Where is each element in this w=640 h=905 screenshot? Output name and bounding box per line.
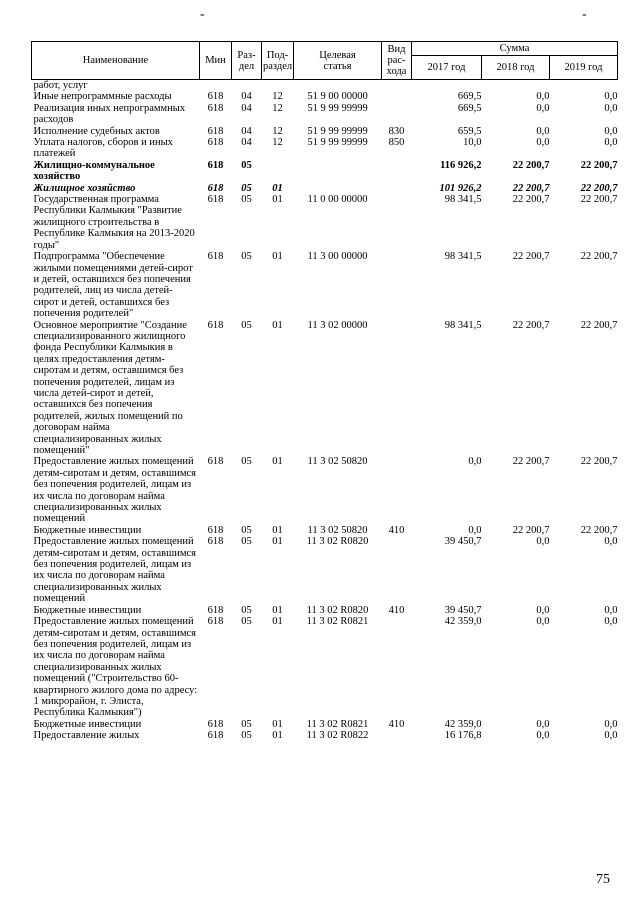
cell-y2018 xyxy=(482,80,550,92)
cell-statya: 51 9 99 99999 xyxy=(307,125,368,137)
cell-vid xyxy=(382,194,412,251)
cell-min: 618 xyxy=(207,604,224,616)
cell-min xyxy=(200,80,232,92)
cell-y2019: 0,0 xyxy=(604,125,618,137)
cell-statya: 11 3 02 R0821 xyxy=(306,718,369,730)
header-statya: Целевая статья xyxy=(294,42,382,80)
cell-podrazdel: 12 xyxy=(272,102,283,114)
cell-razdel: 05 xyxy=(241,536,252,548)
cell-name: Основное мероприятие "Создание специализированного жилищного фонда Республики Калмыкия в целях предоставления детям-сиротам и детям, оставшимся без попечения родителей, лицам из числа детей-сирот и детей, оставшихся без попечения родителей, жилых помещений по договорам найма специализированных жилых помещений" xyxy=(33,319,187,456)
cell-y2017: 116 926,2 xyxy=(440,159,482,171)
cell-name: работ, услуг xyxy=(33,80,88,91)
table-row xyxy=(32,251,618,319)
cell-vid: 850 xyxy=(388,137,405,149)
cell-statya: 11 3 02 R0822 xyxy=(306,730,369,742)
cell-vid xyxy=(382,91,412,102)
table-row xyxy=(32,183,618,194)
cell-name: Предоставление жилых помещений детям-сиротам и детям, оставшимся без попечения родителей, лицам из их числа по договорам найма специализированных жилых помещений ("Строительство 60-квартирного жилого дома по адресу: 1 микрорайон, г. Элиста, Республика Калмыкия") xyxy=(33,616,198,719)
cell-razdel: 05 xyxy=(241,319,252,331)
cell-statya: 11 3 02 50820 xyxy=(307,456,368,468)
cell-podrazdel: 12 xyxy=(272,137,283,149)
cell-min: 618 xyxy=(207,319,224,331)
cell-razdel: 05 xyxy=(241,524,252,536)
cell-vid xyxy=(382,536,412,604)
cell-y2017: 101 926,2 xyxy=(439,182,482,194)
cell-vid: 410 xyxy=(388,524,405,536)
table-row xyxy=(32,719,618,730)
header-min: Мин xyxy=(200,42,232,80)
top-dash-mark-right: - xyxy=(582,7,587,22)
table-row xyxy=(32,194,618,251)
cell-y2019: 0,0 xyxy=(604,91,618,103)
cell-y2019: 0,0 xyxy=(604,102,618,114)
cell-min: 618 xyxy=(207,536,224,548)
cell-y2017: 0,0 xyxy=(468,524,482,536)
cell-y2018: 22 200,7 xyxy=(512,319,550,331)
header-razdel: Раз- дел xyxy=(232,42,262,80)
cell-statya: 11 3 00 00000 xyxy=(307,251,368,263)
cell-y2018: 0,0 xyxy=(536,616,550,628)
cell-y2017: 42 359,0 xyxy=(444,616,482,628)
table-row xyxy=(32,80,618,92)
cell-statya xyxy=(294,183,382,194)
cell-statya: 11 3 02 00000 xyxy=(307,319,368,331)
cell-y2018: 0,0 xyxy=(536,536,550,548)
cell-statya: 51 9 00 00000 xyxy=(307,91,368,103)
header-year-2017: 2017 год xyxy=(412,56,482,80)
cell-name: Уплата налогов, сборов и иных платежей xyxy=(33,137,173,160)
cell-razdel: 04 xyxy=(241,125,252,137)
cell-min: 618 xyxy=(207,137,224,149)
cell-podrazdel xyxy=(262,80,294,92)
cell-min: 618 xyxy=(207,730,224,742)
cell-vid xyxy=(382,456,412,524)
cell-y2019: 22 200,7 xyxy=(580,251,618,263)
cell-razdel: 05 xyxy=(241,604,252,616)
cell-podrazdel: 01 xyxy=(272,718,283,730)
header-summa: Сумма xyxy=(412,42,618,56)
cell-razdel: 04 xyxy=(241,102,252,114)
cell-min: 618 xyxy=(207,91,224,103)
cell-razdel: 04 xyxy=(241,137,252,149)
header-podrazdel: Под- раздел xyxy=(262,42,294,80)
cell-razdel: 05 xyxy=(241,182,252,194)
cell-name: Жилищно-коммунальное хозяйство xyxy=(33,159,155,183)
cell-podrazdel: 12 xyxy=(272,125,283,137)
cell-y2018: 0,0 xyxy=(536,91,550,103)
cell-y2018: 22 200,7 xyxy=(512,159,550,171)
cell-podrazdel: 12 xyxy=(272,91,283,103)
cell-name: Бюджетные инвестиции xyxy=(33,524,142,536)
cell-statya: 51 9 99 99999 xyxy=(307,137,368,149)
cell-y2017: 16 176,8 xyxy=(444,730,482,742)
cell-y2018: 0,0 xyxy=(536,125,550,137)
cell-min: 618 xyxy=(207,251,224,263)
cell-podrazdel: 01 xyxy=(272,251,283,263)
cell-name: Предоставление жилых помещений детям-сиротам и детям, оставшимся без попечения родителей, лицам из их числа по договорам найма специализированных жилых помещений xyxy=(33,456,196,525)
header-vid: Вид рас- хода xyxy=(382,42,412,80)
cell-vid xyxy=(382,320,412,457)
cell-y2018: 22 200,7 xyxy=(512,456,550,468)
cell-min: 618 xyxy=(207,159,224,171)
cell-statya: 11 3 02 R0820 xyxy=(306,604,369,616)
cell-vid: 410 xyxy=(388,604,405,616)
cell-name: Предоставление жилых помещений детям-сиротам и детям, оставшимся без попечения родителей, лицам из их числа по договорам найма специализированных жилых помещений xyxy=(33,536,196,605)
cell-vid: 830 xyxy=(388,125,405,137)
cell-y2019: 22 200,7 xyxy=(580,524,618,536)
cell-name: Бюджетные инвестиции xyxy=(33,718,142,730)
cell-y2019: 0,0 xyxy=(604,616,618,628)
cell-razdel: 05 xyxy=(241,194,252,206)
cell-vid: 410 xyxy=(388,718,405,730)
cell-vid xyxy=(382,160,412,183)
cell-razdel: 05 xyxy=(241,718,252,730)
cell-y2017: 669,5 xyxy=(457,102,482,114)
table-row xyxy=(32,605,618,616)
cell-y2017 xyxy=(412,80,482,92)
cell-y2017: 98 341,5 xyxy=(444,194,482,206)
cell-podrazdel: 01 xyxy=(272,319,283,331)
cell-razdel: 05 xyxy=(241,251,252,263)
cell-y2018: 22 200,7 xyxy=(512,182,550,194)
cell-razdel: 04 xyxy=(241,91,252,103)
cell-podrazdel: 01 xyxy=(272,182,283,194)
cell-y2017: 669,5 xyxy=(457,91,482,103)
cell-name: Предоставление жилых xyxy=(33,730,140,742)
cell-y2017: 659,5 xyxy=(457,125,482,137)
cell-y2017: 98 341,5 xyxy=(444,251,482,263)
cell-razdel xyxy=(232,80,262,92)
cell-y2018: 0,0 xyxy=(536,604,550,616)
cell-name: Бюджетные инвестиции xyxy=(33,604,142,616)
table-header xyxy=(32,42,618,80)
cell-y2019: 0,0 xyxy=(604,536,618,548)
cell-name: Подпрограмма "Обеспечение жилыми помещениями детей-сирот и детей, оставшихся без попечения родителей, лиц из числа детей-сирот и детей, оставшихся без попечения родителей" xyxy=(33,251,193,320)
cell-name: Жилищное хозяйство xyxy=(33,182,136,194)
cell-statya: 11 3 02 R0820 xyxy=(306,536,369,548)
cell-min: 618 xyxy=(207,182,224,194)
table-row xyxy=(32,160,618,183)
cell-vid xyxy=(382,730,412,741)
cell-y2019: 0,0 xyxy=(604,137,618,149)
cell-razdel: 05 xyxy=(241,159,252,171)
cell-min: 618 xyxy=(207,102,224,114)
cell-statya xyxy=(294,80,382,92)
cell-y2018: 22 200,7 xyxy=(512,251,550,263)
cell-min: 618 xyxy=(207,524,224,536)
cell-y2017: 98 341,5 xyxy=(444,319,482,331)
table-row xyxy=(32,616,618,719)
cell-name: Реализация иных непрограммных расходов xyxy=(33,102,186,126)
header-year-2019: 2019 год xyxy=(550,56,618,80)
cell-razdel: 05 xyxy=(241,456,252,468)
cell-y2019: 22 200,7 xyxy=(580,456,618,468)
cell-podrazdel: 01 xyxy=(272,536,283,548)
cell-min: 618 xyxy=(207,616,224,628)
table-body xyxy=(32,80,618,742)
table-row xyxy=(32,91,618,102)
table-row xyxy=(32,536,618,604)
table-row xyxy=(32,456,618,524)
cell-statya: 11 3 02 R0821 xyxy=(306,616,369,628)
cell-vid xyxy=(382,251,412,319)
cell-vid xyxy=(382,103,412,126)
cell-statya xyxy=(294,160,382,183)
cell-y2018: 0,0 xyxy=(536,102,550,114)
cell-y2018: 0,0 xyxy=(536,730,550,742)
table-row xyxy=(32,320,618,457)
cell-podrazdel: 01 xyxy=(272,730,283,742)
cell-name: Иные непрограммные расходы xyxy=(33,91,172,103)
table-row xyxy=(32,525,618,536)
cell-vid xyxy=(382,183,412,194)
page-number: 75 xyxy=(596,872,610,887)
cell-name: Исполнение судебных актов xyxy=(33,125,160,137)
cell-statya: 11 3 02 50820 xyxy=(307,524,368,536)
cell-y2018: 22 200,7 xyxy=(512,524,550,536)
cell-statya: 11 0 00 00000 xyxy=(307,194,368,206)
top-dash-mark-left: - xyxy=(200,7,205,22)
cell-y2017: 39 450,7 xyxy=(444,604,482,616)
cell-y2019: 0,0 xyxy=(604,730,618,742)
cell-y2019 xyxy=(550,80,618,92)
cell-razdel: 05 xyxy=(241,730,252,742)
cell-y2017: 42 359,0 xyxy=(444,718,482,730)
cell-min: 618 xyxy=(207,125,224,137)
cell-y2018: 0,0 xyxy=(536,718,550,730)
header-name: Наименование xyxy=(32,42,200,80)
table-row xyxy=(32,137,618,160)
cell-y2017: 39 450,7 xyxy=(444,536,482,548)
cell-podrazdel: 01 xyxy=(272,194,283,206)
cell-y2019: 22 200,7 xyxy=(580,159,618,171)
cell-vid xyxy=(382,80,412,92)
cell-razdel: 05 xyxy=(241,616,252,628)
cell-y2019: 22 200,7 xyxy=(580,182,618,194)
cell-min: 618 xyxy=(207,718,224,730)
cell-y2018: 22 200,7 xyxy=(512,194,550,206)
table-row xyxy=(32,126,618,137)
cell-y2018: 0,0 xyxy=(536,137,550,149)
cell-podrazdel xyxy=(262,160,294,183)
cell-min: 618 xyxy=(207,194,224,206)
cell-y2019: 0,0 xyxy=(604,604,618,616)
cell-y2019: 0,0 xyxy=(604,718,618,730)
cell-y2019: 22 200,7 xyxy=(580,319,618,331)
cell-podrazdel: 01 xyxy=(272,524,283,536)
budget-table xyxy=(31,41,618,742)
table-row xyxy=(32,103,618,126)
cell-name: Государственная программа Республики Калмыкия "Развитие жилищного строительства в Республике Калмыкия на 2013-2020 годы" xyxy=(33,194,195,251)
cell-vid xyxy=(382,616,412,719)
cell-min: 618 xyxy=(207,456,224,468)
cell-podrazdel: 01 xyxy=(272,604,283,616)
cell-y2019: 22 200,7 xyxy=(580,194,618,206)
cell-podrazdel: 01 xyxy=(272,456,283,468)
table-row xyxy=(32,730,618,741)
cell-y2017: 0,0 xyxy=(468,456,482,468)
cell-y2017: 10,0 xyxy=(463,137,482,149)
cell-statya: 51 9 99 99999 xyxy=(307,102,368,114)
header-year-2018: 2018 год xyxy=(482,56,550,80)
cell-podrazdel: 01 xyxy=(272,616,283,628)
